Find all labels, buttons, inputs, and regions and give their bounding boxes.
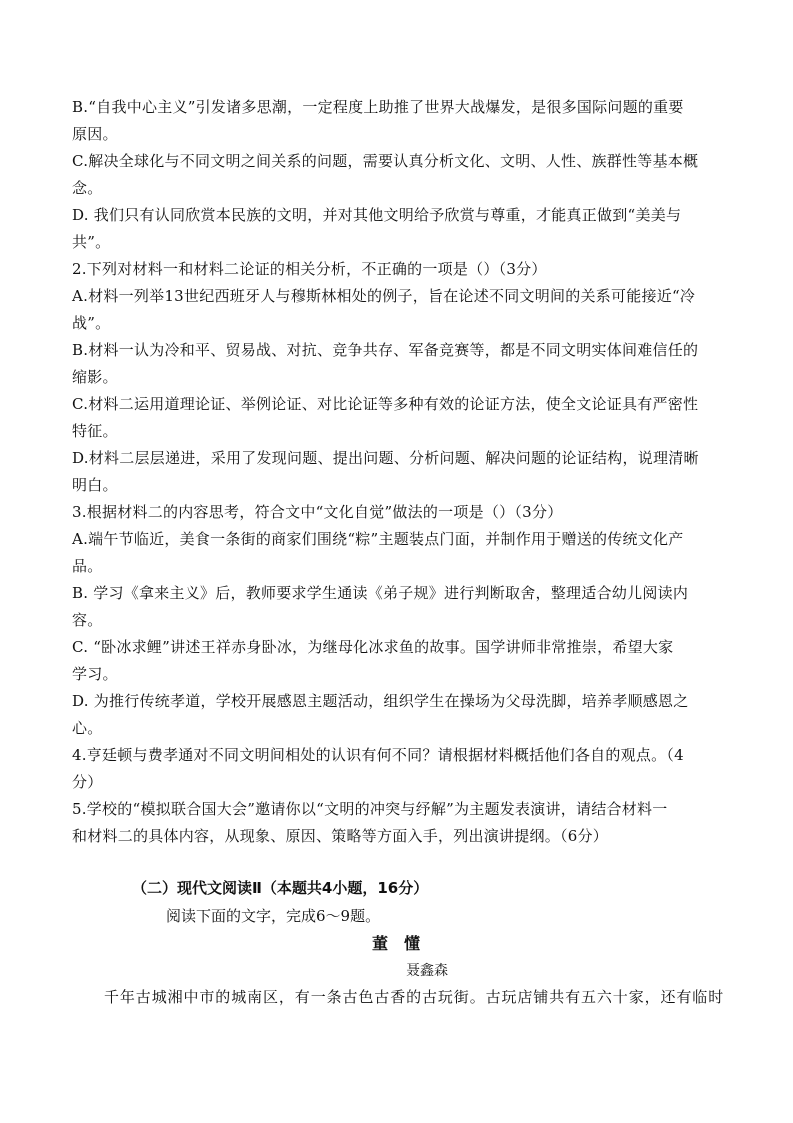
q3-option-b-line-1: B. 学习《拿来主义》后，教师要求学生通读《弟子规》进行判断取舍，整理适合幼儿阅读内 <box>72 584 689 602</box>
q3-option-a-line-1: A.端午节临近，美食一条街的商家们围绕“粽”主题装点门面，并制作用于赠送的传统文化产 <box>72 530 684 548</box>
q3-option-c-line-2: 学习。 <box>72 665 118 683</box>
option-b-line-2: 原因。 <box>72 125 118 143</box>
story-title: 董懂 <box>372 934 437 953</box>
q2-option-d-line-2: 明白。 <box>72 476 118 494</box>
option-d-line-2: 共”。 <box>72 233 111 251</box>
q2-option-c-line-1: C.材料二运用道理论证、举例论证、对比论证等多种有效的论证方法，使全文论证具有严密性 <box>72 395 699 413</box>
section-heading: （二）现代文阅读Ⅱ（本题共4小题，16分） <box>132 879 429 897</box>
q3-option-a-line-2: 品。 <box>72 557 103 575</box>
q2-option-a-line-1: A.材料一列举13世纪西班牙人与穆斯林相处的例子，旨在论述不同文明间的关系可能接近“冷 <box>72 287 696 305</box>
question-4-line-2: 分） <box>72 773 103 791</box>
question-3: 3.根据材料二的内容思考，符合文中“文化自觉”做法的一项是（）（3分） <box>72 503 563 521</box>
option-c-line-1: C.解决全球化与不同文明之间关系的问题，需要认真分析文化、文明、人性、族群性等基本概 <box>72 152 699 170</box>
q3-option-d-line-1: D. 为推行传统孝道，学校开展感恩主题活动，组织学生在操场为父母洗脚，培养孝顺感恩之 <box>72 692 689 710</box>
q3-option-d-line-2: 心。 <box>72 719 103 737</box>
story-first-line: 千年古城湘中市的城南区，有一条古色古香的古玩街。古玩店铺共有五六十家，还有临时 <box>104 988 725 1006</box>
question-5-line-1: 5.学校的“模拟联合国大会”邀请你以“文明的冲突与纾解”为主题发表演讲，请结合材料一 <box>72 800 668 818</box>
option-b-line-1: B.“自我中心主义”引发诸多思潮，一定程度上助推了世界大战爆发，是很多国际问题的重要 <box>72 98 684 116</box>
question-2: 2.下列对材料一和材料二论证的相关分析，不正确的一项是（）（3分） <box>72 260 547 278</box>
q2-option-b-line-2: 缩影。 <box>72 368 118 386</box>
question-4-line-1: 4.亨廷顿与费孝通对不同文明间相处的认识有何不同？请根据材料概括他们各自的观点。（4 <box>72 746 684 764</box>
option-c-line-2: 念。 <box>72 179 103 197</box>
q2-option-a-line-2: 战”。 <box>72 314 111 332</box>
option-d-line-1: D. 我们只有认同欣赏本民族的文明，并对其他文明给予欣赏与尊重，才能真正做到“美美与 <box>72 206 682 224</box>
q2-option-d-line-1: D.材料二层层递进，采用了发现问题、提出问题、分析问题、解决问题的论证结构，说理清晰 <box>72 449 699 467</box>
q3-option-b-line-2: 容。 <box>72 611 103 629</box>
q3-option-c-line-1: C. “卧冰求鲤”讲述王祥赤身卧冰，为继母化冰求鱼的故事。国学讲师非常推崇，希望大家 <box>72 638 674 656</box>
story-author: 聂鑫森 <box>406 963 448 979</box>
reading-instruction: 阅读下面的文字，完成6～9题。 <box>166 907 381 925</box>
question-5-line-2: 和材料二的具体内容，从现象、原因、策略等方面入手，列出演讲提纲。（6分） <box>72 827 609 845</box>
q2-option-c-line-2: 特征。 <box>72 422 118 440</box>
q2-option-b-line-1: B.材料一认为冷和平、贸易战、对抗、竞争共存、军备竞赛等，都是不同文明实体间难信任的 <box>72 341 699 359</box>
